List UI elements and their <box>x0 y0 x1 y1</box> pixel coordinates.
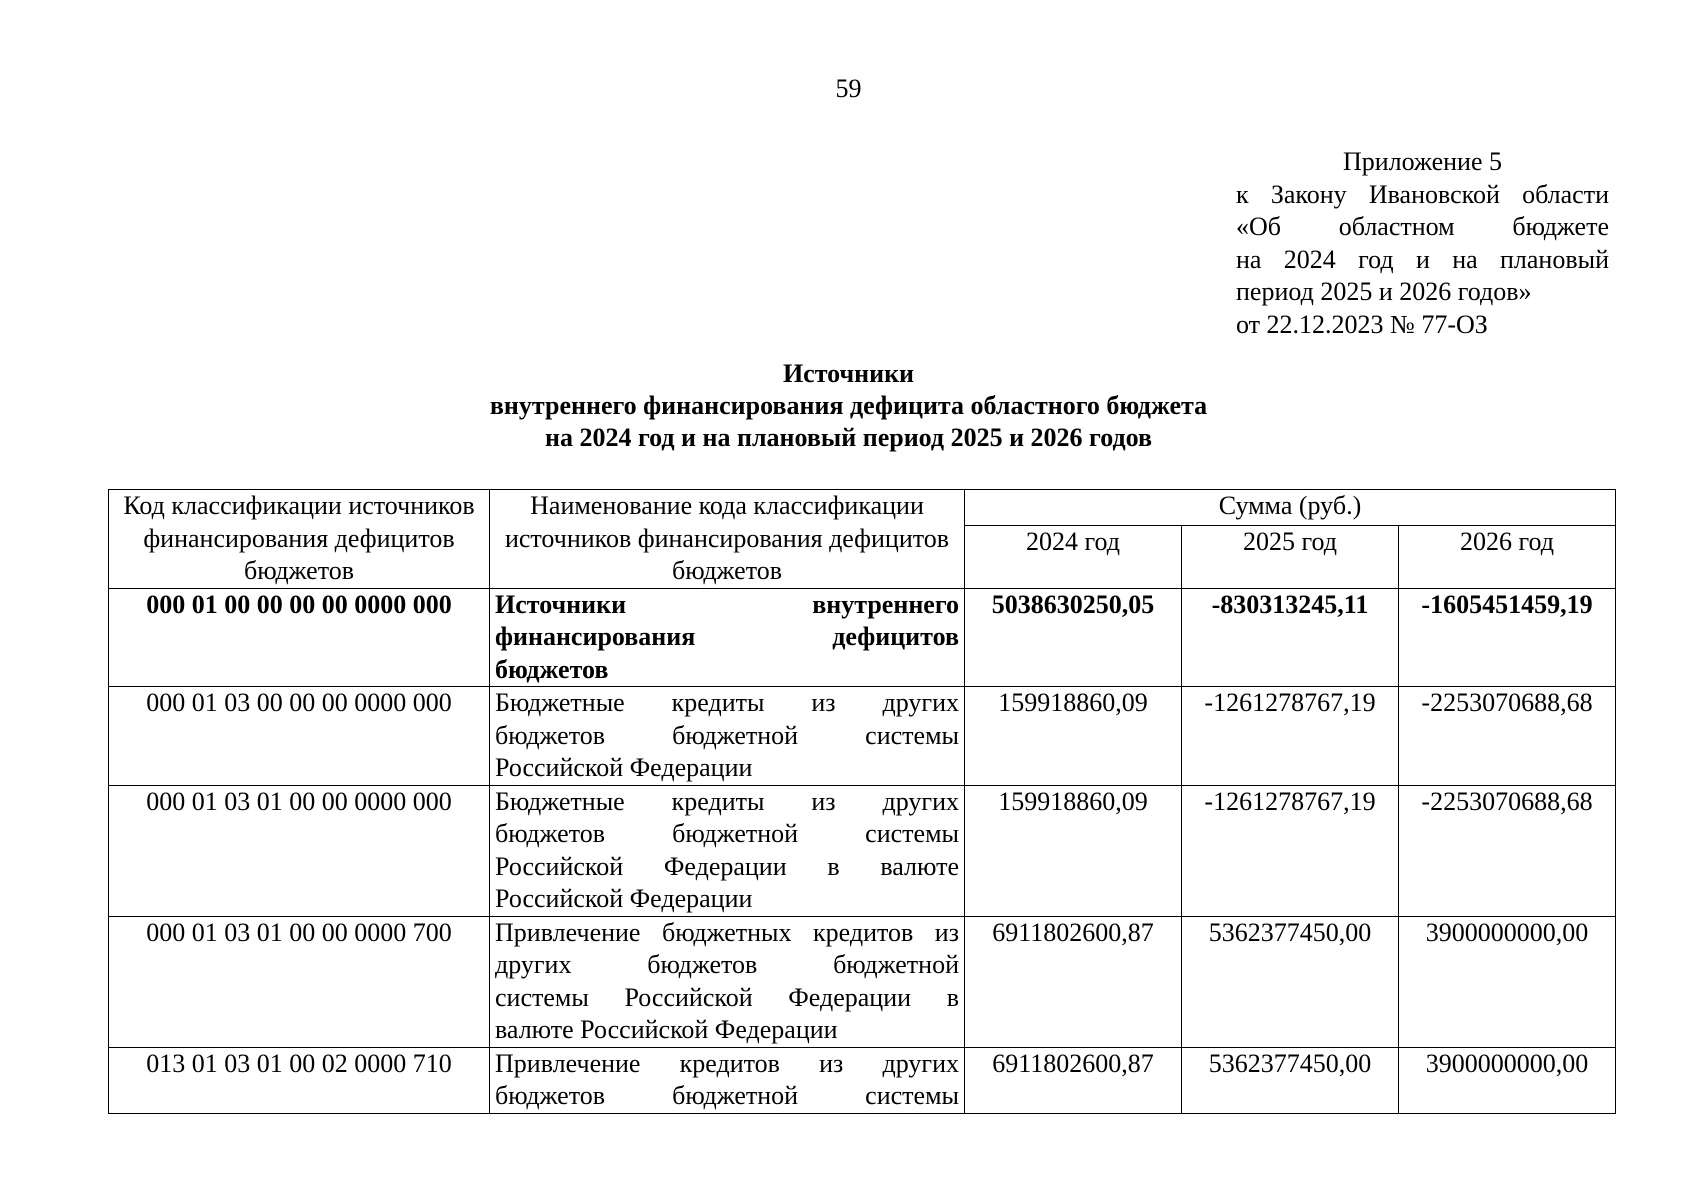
row-code: 000 01 03 01 00 00 0000 000 <box>109 785 490 916</box>
row-value-2026: -2253070688,68 <box>1399 687 1616 786</box>
row-name <box>490 916 965 1047</box>
row-value-2025: 5362377450,00 <box>1182 916 1399 1047</box>
row-code: 000 01 03 01 00 00 0000 700 <box>109 916 490 1047</box>
row-value-2026: -2253070688,68 <box>1399 785 1616 916</box>
row-name-line: Бюджетные кредиты из других <box>495 786 959 816</box>
appendix-line: от 22.12.2023 № 77-ОЗ <box>1236 309 1488 339</box>
row-name <box>490 687 965 786</box>
row-name-line: бюджетов <box>495 654 609 684</box>
row-value-2026: -1605451459,19 <box>1399 588 1616 687</box>
header-year-2024: 2024 год <box>965 525 1182 588</box>
row-name <box>490 785 965 916</box>
title-line: на 2024 год и на плановый период 2025 и 2026 годов <box>544 423 1153 452</box>
appendix-line: к Закону Ивановской области <box>1236 179 1609 209</box>
sources-table <box>108 489 1616 1114</box>
header-sum: Сумма (руб.) <box>965 490 1616 526</box>
table-body <box>109 588 1616 1113</box>
document-title <box>0 358 1697 454</box>
row-value-2025: -1261278767,19 <box>1182 785 1399 916</box>
header-name: Наименование кода классификации источников финансирования дефицитов бюджетов <box>490 490 965 589</box>
row-name <box>490 1047 965 1113</box>
row-name-line: финансирования дефицитов <box>495 622 959 651</box>
page-number: 59 <box>835 74 862 103</box>
row-value-2024: 159918860,09 <box>965 687 1182 786</box>
row-value-2026: 3900000000,00 <box>1399 1047 1616 1113</box>
row-value-2025: 5362377450,00 <box>1182 1047 1399 1113</box>
row-value-2024: 159918860,09 <box>965 785 1182 916</box>
row-name-line: Привлечение бюджетных кредитов из <box>495 917 959 947</box>
row-value-2026: 3900000000,00 <box>1399 916 1616 1047</box>
row-name-line: Российской Федерации в валюте <box>495 851 959 881</box>
row-name-line: бюджетов бюджетной системы <box>495 819 959 848</box>
row-name <box>490 588 965 687</box>
row-name-line: бюджетов бюджетной системы <box>495 720 959 750</box>
title-line: Источники <box>782 359 915 388</box>
row-name-line: Привлечение кредитов из других <box>495 1048 959 1078</box>
appendix-block <box>1236 146 1609 341</box>
row-name-line: Российской Федерации <box>495 884 753 913</box>
appendix-line: период 2025 и 2026 годов» <box>1236 277 1532 306</box>
row-value-2024: 6911802600,87 <box>965 1047 1182 1113</box>
appendix-line: «Об областном бюджете <box>1236 212 1609 241</box>
appendix-line: Приложение 5 <box>1342 147 1503 176</box>
row-value-2024: 5038630250,05 <box>965 588 1182 687</box>
table-row <box>109 785 1616 916</box>
row-name-line: Российской Федерации <box>495 753 753 782</box>
row-code: 000 01 00 00 00 00 0000 000 <box>109 588 490 687</box>
row-name-line: Источники внутреннего <box>495 589 959 619</box>
row-name-line: Бюджетные кредиты из других <box>495 688 959 717</box>
row-name-line: системы Российской Федерации в <box>495 982 959 1012</box>
table-header-row <box>109 490 1616 526</box>
row-code: 000 01 03 00 00 00 0000 000 <box>109 687 490 786</box>
row-name-line: бюджетов бюджетной системы <box>495 1081 959 1110</box>
row-name-line: валюте Российской Федерации <box>495 1015 838 1044</box>
header-year-2025: 2025 год <box>1182 525 1399 588</box>
row-value-2025: -1261278767,19 <box>1182 687 1399 786</box>
row-code: 013 01 03 01 00 02 0000 710 <box>109 1047 490 1113</box>
table-row <box>109 916 1616 1047</box>
row-value-2024: 6911802600,87 <box>965 916 1182 1047</box>
table-row <box>109 1047 1616 1113</box>
header-code: Код классификации источников финансирования дефицитов бюджетов <box>109 490 490 589</box>
table-row <box>109 687 1616 786</box>
row-name-line: других бюджетов бюджетной <box>495 950 959 979</box>
header-year-2026: 2026 год <box>1399 525 1616 588</box>
appendix-line: на 2024 год и на плановый <box>1236 244 1609 274</box>
title-line: внутреннего финансирования дефицита областного бюджета <box>489 391 1208 420</box>
row-value-2025: -830313245,11 <box>1182 588 1399 687</box>
table-row <box>109 588 1616 687</box>
